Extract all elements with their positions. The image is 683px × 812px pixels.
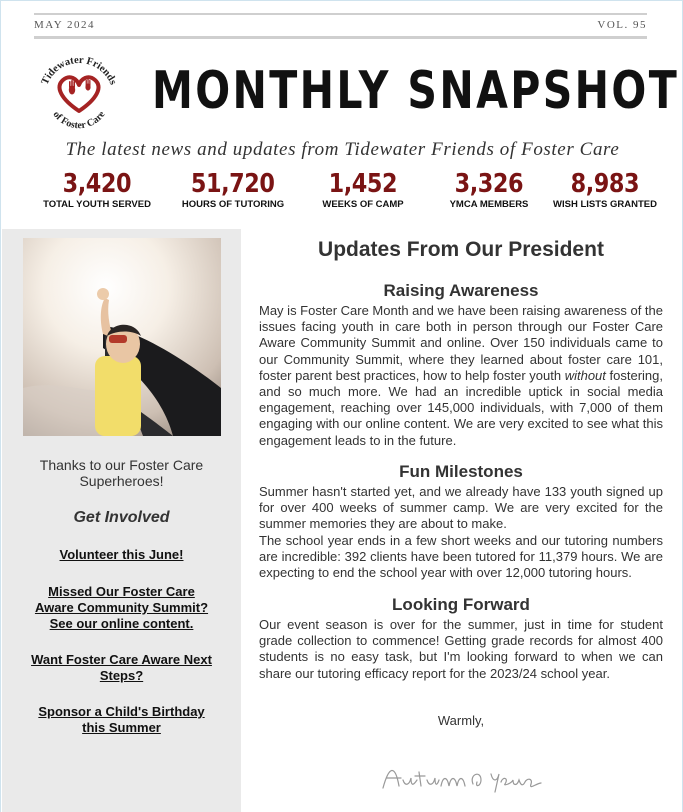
- link-next-steps[interactable]: [20, 652, 223, 684]
- link-text: Volunteer this June!: [59, 547, 184, 562]
- stats-row: [29, 169, 669, 219]
- sidebar: [2, 229, 241, 812]
- stat-wish-lists: [547, 169, 663, 210]
- organization-logo: [31, 45, 127, 141]
- get-involved-heading: Get Involved: [73, 509, 170, 526]
- stat-weeks-camp: [307, 169, 419, 210]
- link-volunteer-june[interactable]: [20, 547, 223, 563]
- section-text-milestones-camp: Summer hasn't started yet, and we already have 133 youth signed up for over 400 weeks of summer camp. We are very excited for the summer memories they are about to make.: [259, 484, 663, 532]
- stat-value: 3,326: [454, 169, 524, 199]
- masthead-bar: [34, 13, 647, 39]
- stat-label: TOTAL YOUTH SERVED: [43, 199, 151, 210]
- link-text: Steps?: [99, 668, 144, 683]
- stat-ymca-members: [435, 169, 543, 210]
- heart-hands-icon: [31, 45, 127, 141]
- photo-caption-line-1: Thanks to our Foster Care: [39, 457, 204, 473]
- newsletter-title: MONTHLY SNAPSHOT: [152, 61, 680, 121]
- section-text-raising-awareness: May is Foster Care Month and we have been raising awareness of the issues facing youth in care both in person through our Foster Care Aware Community Summit and online. Over 150 individuals came to our Community Summit, where they learned about foster care 101, foster parent best practices, how to help foster youth without fostering, and so much more. We had an incredible uptick in social media engagement, reaching over 145,000 individuals, with 7,000 of them engaging with our online content. We are very excited to see what this engagement leads to in the future.: [259, 303, 663, 448]
- stat-value: 51,720: [191, 169, 275, 199]
- stat-label: WISH LISTS GRANTED: [553, 199, 657, 210]
- newsletter-subtitle: The latest news and updates from Tidewater Friends of Foster Care: [65, 139, 620, 160]
- stat-value: 1,452: [328, 169, 398, 199]
- stat-tutoring-hours: [171, 169, 295, 210]
- link-text: See our online content.: [49, 616, 194, 631]
- link-text: Missed Our Foster Care: [48, 584, 195, 599]
- logo-text-top: Tidewater Friends: [39, 54, 119, 87]
- link-missed-summit[interactable]: [20, 584, 223, 632]
- link-text: this Summer: [82, 720, 161, 735]
- closing-text: Warmly,: [437, 713, 485, 728]
- section-title-raising-awareness: Raising Awareness: [383, 281, 539, 300]
- section-title-fun-milestones: Fun Milestones: [399, 462, 523, 481]
- update-heading: Updates From Our President: [318, 238, 604, 261]
- stat-label: HOURS OF TUTORING: [181, 199, 285, 210]
- stat-label: YMCA MEMBERS: [449, 199, 529, 210]
- stat-label: WEEKS OF CAMP: [322, 199, 404, 210]
- section-text-milestones-tutoring: The school year ends in a few short weeks and our tutoring numbers are incredible: 392 clients have been tutored for 11,379 hours. We are expecting to end the school year with over 12,000 tutoring hours.: [259, 533, 663, 581]
- link-text: Sponsor a Child's Birthday: [38, 704, 205, 719]
- logo-text-bottom: of Foster Care: [50, 109, 108, 132]
- issue-volume: VOL. 95: [597, 19, 647, 31]
- stat-value: 3,420: [62, 169, 132, 199]
- section-title-looking-forward: Looking Forward: [392, 595, 530, 614]
- superhero-child-photo: [23, 238, 221, 436]
- photo-caption-line-2: Superheroes!: [79, 473, 164, 489]
- stat-value: 8,983: [570, 169, 640, 199]
- link-sponsor-birthday[interactable]: [20, 704, 223, 736]
- stat-youth-served: [29, 169, 165, 210]
- link-text: Aware Community Summit?: [34, 600, 209, 615]
- link-text: Want Foster Care Aware Next: [31, 652, 212, 667]
- issue-date: MAY 2024: [34, 19, 96, 31]
- masthead-bottom-rule: [34, 36, 647, 39]
- signature-image: [377, 756, 547, 796]
- section-text-looking-forward: Our event season is over for the summer, just in time for student grade collection to commence! Getting grade records for almost 400 students is no easy task, but I'm looking forward to when we can share our tutoring efficacy report for the 2023/24 school year.: [259, 617, 663, 681]
- masthead-top-rule: [34, 13, 647, 15]
